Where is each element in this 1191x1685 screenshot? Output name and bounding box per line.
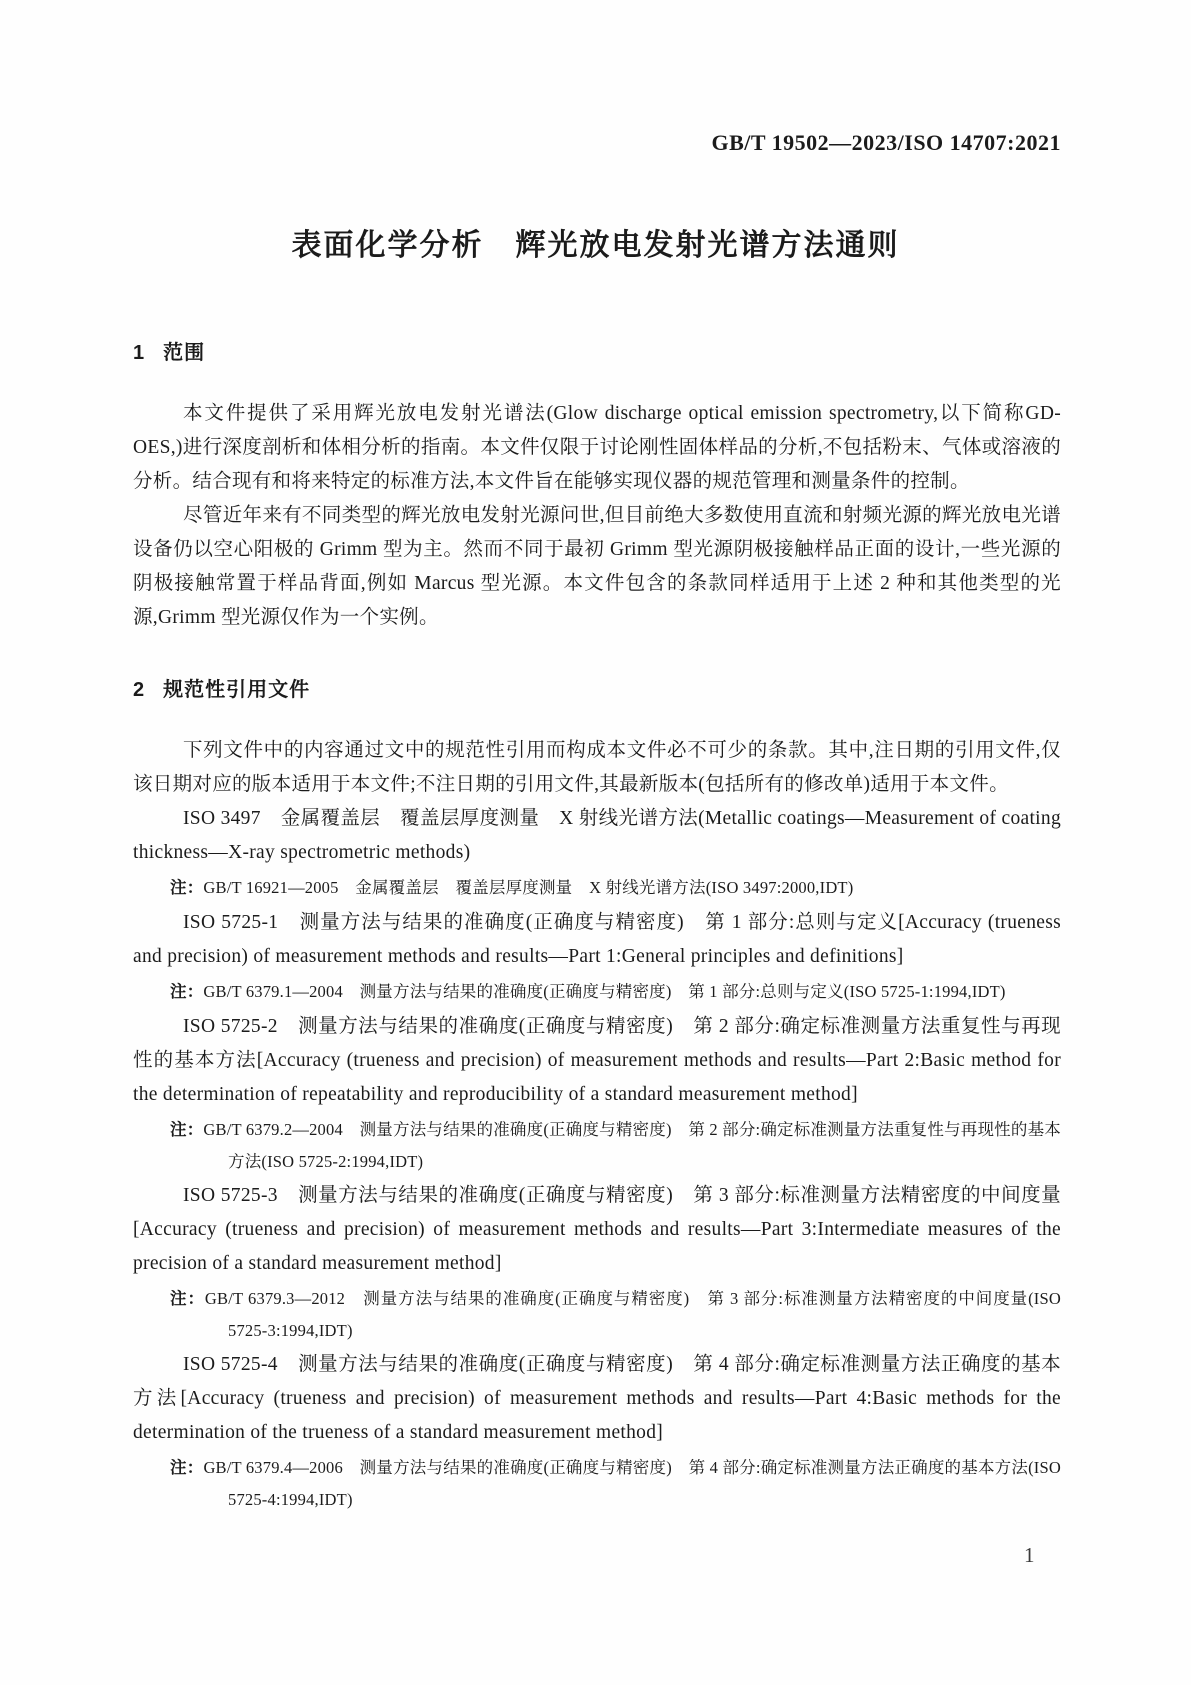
note-text: GB/T 6379.3—2012 测量方法与结果的准确度(正确度与精密度) 第 3 部分:标准测量方法精密度的中间度量(ISO 5725-3:1994,IDT) bbox=[204, 1289, 1061, 1340]
section-normative-number: 2 bbox=[133, 679, 146, 701]
reference-note bbox=[133, 1114, 1061, 1177]
reference-entry: ISO 3497 金属覆盖层 覆盖层厚度测量 X 射线光谱方法(Metallic coatings—Measurement of coating thickness—X-ray spectrometric methods) bbox=[133, 808, 1061, 863]
note-label: 注： bbox=[170, 1121, 204, 1139]
note-label: 注： bbox=[170, 983, 204, 1001]
note-text: GB/T 6379.2—2004 测量方法与结果的准确度(正确度与精密度) 第 2 部分:确定标准测量方法重复性与再现性的基本方法(ISO 5725-2:1994,IDT) bbox=[203, 1120, 1061, 1171]
note-label: 注： bbox=[170, 879, 204, 897]
reference-note bbox=[133, 976, 1061, 1008]
section-scope-number: 1 bbox=[133, 342, 146, 364]
note-text: GB/T 6379.4—2006 测量方法与结果的准确度(正确度与精密度) 第 4 部分:确定标准测量方法正确度的基本方法(ISO 5725-4:1994,IDT) bbox=[203, 1458, 1061, 1509]
note-text: GB/T 16921—2005 金属覆盖层 覆盖层厚度测量 X 射线光谱方法(ISO 3497:2000,IDT) bbox=[203, 878, 854, 897]
section-normative-heading bbox=[133, 673, 1061, 702]
section-scope-title: 范围 bbox=[163, 342, 206, 364]
reference-note bbox=[133, 1283, 1061, 1346]
document-title: 表面化学分析 辉光放电发射光谱方法通则 bbox=[291, 229, 900, 262]
reference-note bbox=[133, 1452, 1061, 1515]
reference-note bbox=[133, 872, 1061, 904]
document-content bbox=[133, 336, 1061, 1517]
note-label: 注： bbox=[170, 1459, 204, 1477]
doc-number: GB/T 19502—2023/ISO 14707:2021 bbox=[711, 130, 1061, 155]
page-number: 1 bbox=[1024, 1543, 1035, 1567]
reference-entry: ISO 5725-4 测量方法与结果的准确度(正确度与精密度) 第 4 部分:确定标准测量方法正确度的基本方法[Accuracy (trueness and precision) of measurement methods and results—Part 4:Basic methods for the determination of the trueness of a standard measurement method] bbox=[133, 1354, 1061, 1443]
reference-entry: ISO 5725-3 测量方法与结果的准确度(正确度与精密度) 第 3 部分:标准测量方法精密度的中间度量[Accuracy (trueness and precision) of measurement methods and results—Part 3:Intermediate measures of the precision of a standard measurement method] bbox=[133, 1185, 1061, 1274]
section-normative-title: 规范性引用文件 bbox=[163, 679, 311, 701]
scope-paragraph: 本文件提供了采用辉光放电发射光谱法(Glow discharge optical emission spectrometry,以下简称GD-OES,)进行深度剖析和体相分析的指南。本文件仅限于讨论刚性固体样品的分析,不包括粉末、气体或溶液的分析。结合现有和将来特定的标准方法,本文件旨在能够实现仪器的规范管理和测量条件的控制。 bbox=[133, 403, 1061, 492]
section-scope-heading bbox=[133, 336, 1061, 365]
scope-paragraph: 尽管近年来有不同类型的辉光放电发射光源问世,但目前绝大多数使用直流和射频光源的辉光放电光谱设备仍以空心阳极的 Grimm 型为主。然而不同于最初 Grimm 型光源阴极接触样品正面的设计,一些光源的阴极接触常置于样品背面,例如 Marcus 型光源。本文件包含的条款同样适用于上述 2 种和其他类型的光源,Grimm 型光源仅作为一个实例。 bbox=[133, 505, 1061, 628]
reference-entry: ISO 5725-1 测量方法与结果的准确度(正确度与精密度) 第 1 部分:总则与定义[Accuracy (trueness and precision) of measurement methods and results—Part 1:General principles and definitions] bbox=[133, 912, 1061, 967]
normative-intro: 下列文件中的内容通过文中的规范性引用而构成本文件必不可少的条款。其中,注日期的引用文件,仅该日期对应的版本适用于本文件;不注日期的引用文件,其最新版本(包括所有的修改单)适用于本文件。 bbox=[133, 740, 1061, 795]
reference-entry: ISO 5725-2 测量方法与结果的准确度(正确度与精密度) 第 2 部分:确定标准测量方法重复性与再现性的基本方法[Accuracy (trueness and precision) of measurement methods and results—Part 2:Basic method for the determination of repeatability and reproducibility of a standard measurement method] bbox=[133, 1016, 1061, 1105]
note-label: 注： bbox=[170, 1290, 205, 1308]
note-text: GB/T 6379.1—2004 测量方法与结果的准确度(正确度与精密度) 第 1 部分:总则与定义(ISO 5725-1:1994,IDT) bbox=[203, 982, 1006, 1001]
